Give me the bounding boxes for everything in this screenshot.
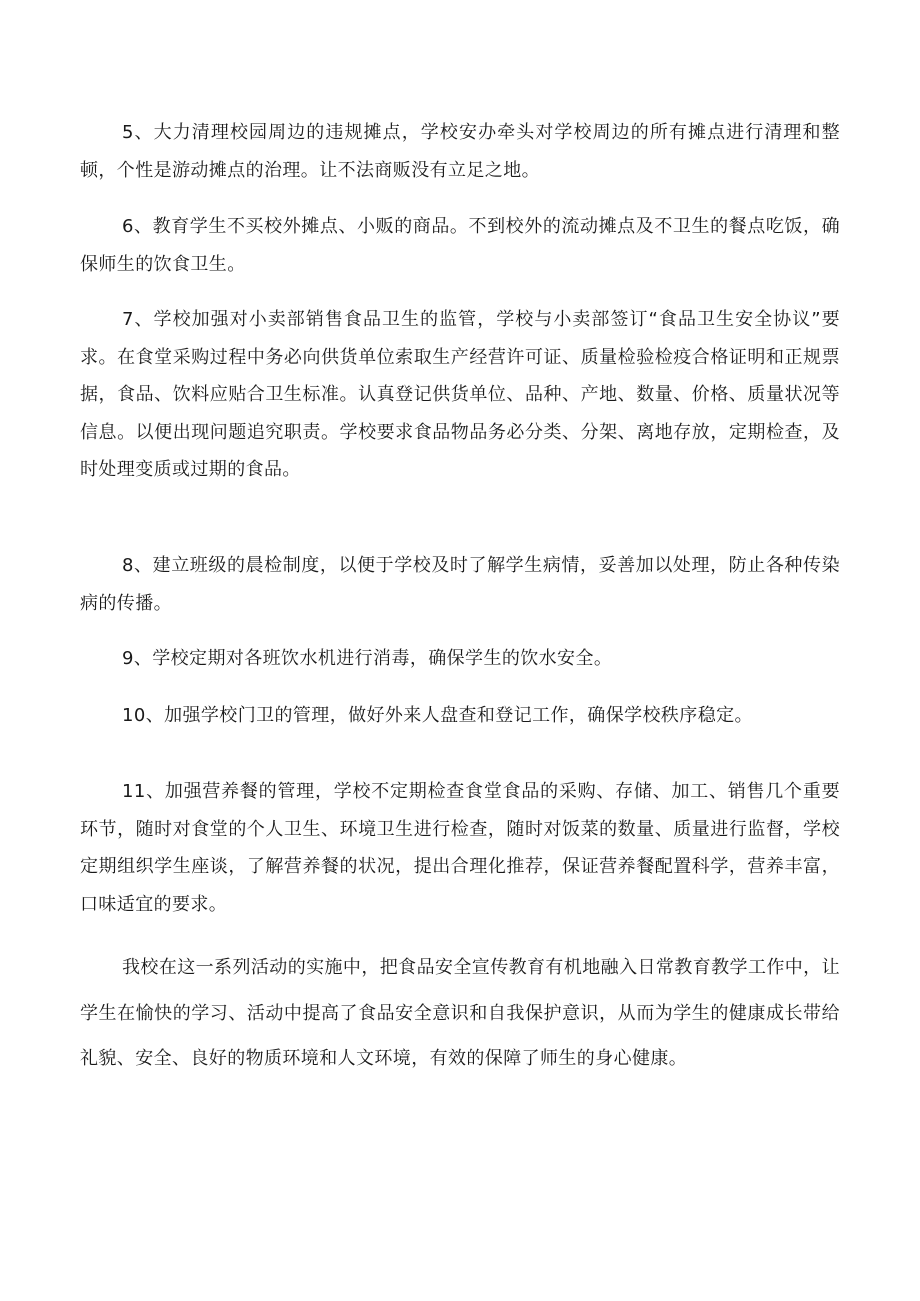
paragraph-item-9: 9、学校定期对各班饮水机进行消毒，确保学生的饮水安全。 bbox=[122, 648, 613, 669]
paragraph-item-6: 6、教育学生不买校外摊点、小贩的商品。不到校外的流动摊点及不卫生的餐点吃饭，确保师生的饮食卫生。 bbox=[80, 216, 840, 275]
paragraph-item-7: 7、学校加强对小卖部销售食品卫生的监管，学校与小卖部签订“食品卫生安全协议”要求。在食堂采购过程中务必向供货单位索取生产经营许可证、质量检验检疫合格证明和正规票据，食品、饮料应贴合卫生标准。认真登记供货单位、品种、产地、数量、价格、质量状况等信息。以便出现问题追究职责。学校要求食品物品务必分类、分架、离地存放，定期检查，及时处理变质或过期的食品。 bbox=[80, 309, 840, 480]
summary-paragraph: 我校在这一系列活动的实施中，把食品安全宣传教育有机地融入日常教育教学工作中，让学生在愉快的学习、活动中提高了食品安全意识和自我保护意识，从而为学生的健康成长带给礼貌、安全、良好的物质环境和人文环境，有效的保障了师生的身心健康。 bbox=[80, 957, 840, 1069]
paragraph-item-11: 11、加强营养餐的管理，学校不定期检查食堂食品的采购、存储、加工、销售几个重要环节，随时对食堂的个人卫生、环境卫生进行检查，随时对饭菜的数量、质量进行监督，学校定期组织学生座谈，了解营养餐的状况，提出合理化推荐，保证营养餐配置科学，营养丰富，口味适宜的要求。 bbox=[80, 781, 840, 915]
paragraph-item-8: 8、建立班级的晨检制度，以便于学校及时了解学生病情，妥善加以处理，防止各种传染病的传播。 bbox=[80, 555, 840, 614]
paragraph-item-10: 10、加强学校门卫的管理，做好外来人盘查和登记工作，确保学校秩序稳定。 bbox=[122, 705, 753, 726]
paragraph-item-5: 5、大力清理校园周边的违规摊点，学校安办牵头对学校周边的所有摊点进行清理和整顿，个性是游动摊点的治理。让不法商贩没有立足之地。 bbox=[80, 122, 840, 181]
